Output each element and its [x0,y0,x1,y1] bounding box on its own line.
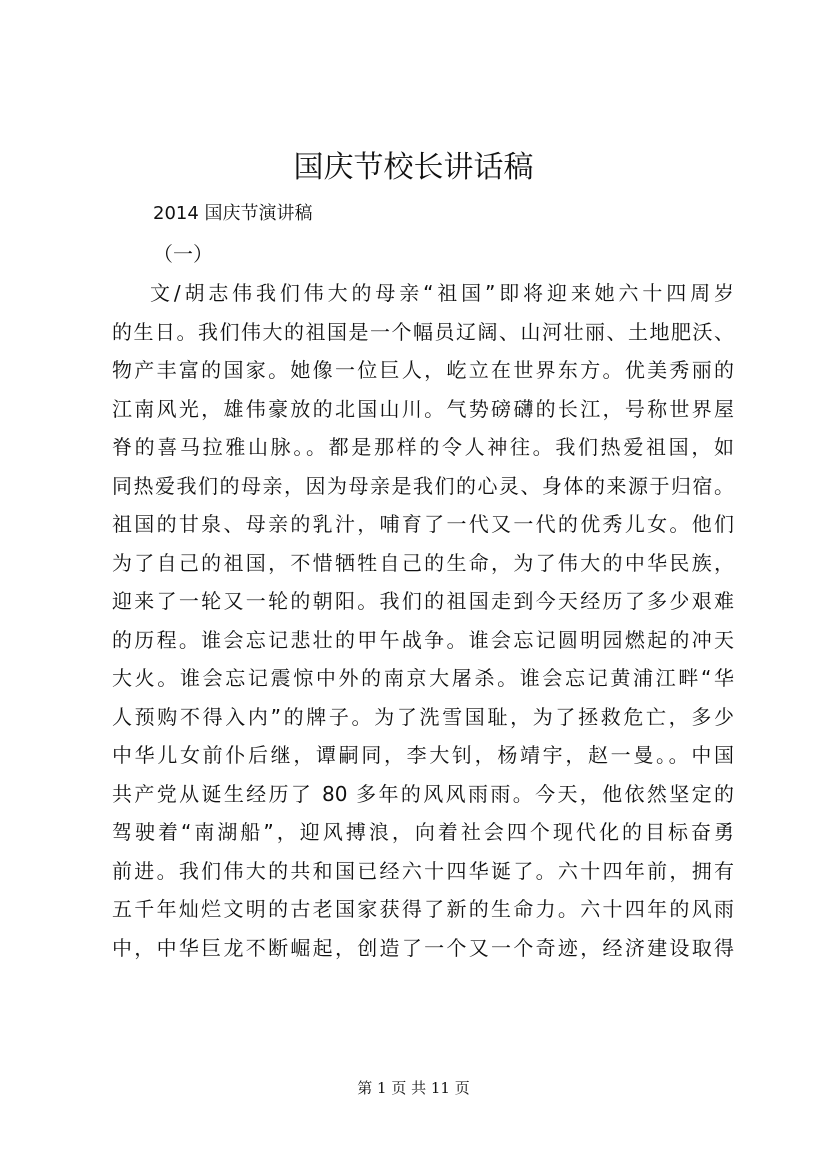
paragraph-line: 中，中华巨龙不断崛起，创造了一个又一个奇迹，经济建设取得 [112,935,734,960]
paragraph-line: 中华儿女前仆后继，谭嗣同，李大钊，杨靖宇，赵一曼。。中国 [112,743,734,767]
paragraph-line: 共产党从诞生经历了 80 多年的风风雨雨。今天，他依然坚定的 [112,781,734,806]
paragraph-line: 人预购不得入内”的牌子。为了洗雪国耻，为了拯救危亡，多少 [112,704,734,729]
paragraph-line: 五千年灿烂文明的古老国家获得了新的生命力。六十四年的风雨 [112,897,734,921]
paragraph-line: 脊的喜马拉雅山脉。。都是那样的令人神往。我们热爱祖国，如 [112,435,734,459]
paragraph-line: 为了自己的祖国，不惜牺牲自己的生命，为了伟大的中华民族， [112,550,734,575]
paragraph-line: 的历程。谁会忘记悲壮的甲午战争。谁会忘记圆明园燃起的冲天 [112,627,734,652]
paragraph-line: 的生日。我们伟大的祖国是一个幅员辽阔、山河壮丽、土地肥沃、 [112,319,734,344]
paragraph-line: 驾驶着“南湖船”，迎风搏浪，向着社会四个现代化的目标奋勇 [112,820,734,844]
page-footer: 第 1 页 共 11 页 [357,1079,470,1097]
body-paragraph [112,274,734,967]
paragraph-line: 前进。我们伟大的共和国已经六十四华诞了。六十四年前，拥有 [112,858,734,883]
paragraph-line: 物产丰富的国家。她像一位巨人，屹立在世界东方。优美秀丽的 [112,358,734,382]
paragraph-line: 大火。谁会忘记震惊中外的南京大屠杀。谁会忘记黄浦江畔“华 [112,666,734,690]
document-subtitle: 2014 国庆节演讲稿 [153,203,313,224]
section-marker: （一） [153,242,213,266]
document-title: 国庆节校长讲话稿 [293,150,534,185]
paragraph-line: 文/胡志伟我们伟大的母亲“祖国”即将迎来她六十四周岁 [150,281,734,305]
paragraph-line: 迎来了一轮又一轮的朝阳。我们的祖国走到今天经历了多少艰难 [112,589,734,613]
paragraph-line: 祖国的甘泉、母亲的乳汁，哺育了一代又一代的优秀儿女。他们 [112,512,734,536]
paragraph-line: 同热爱我们的母亲，因为母亲是我们的心灵、身体的来源于归宿。 [112,473,734,498]
paragraph-line: 江南风光，雄伟豪放的北国山川。气势磅礴的长江，号称世界屋 [112,396,734,421]
